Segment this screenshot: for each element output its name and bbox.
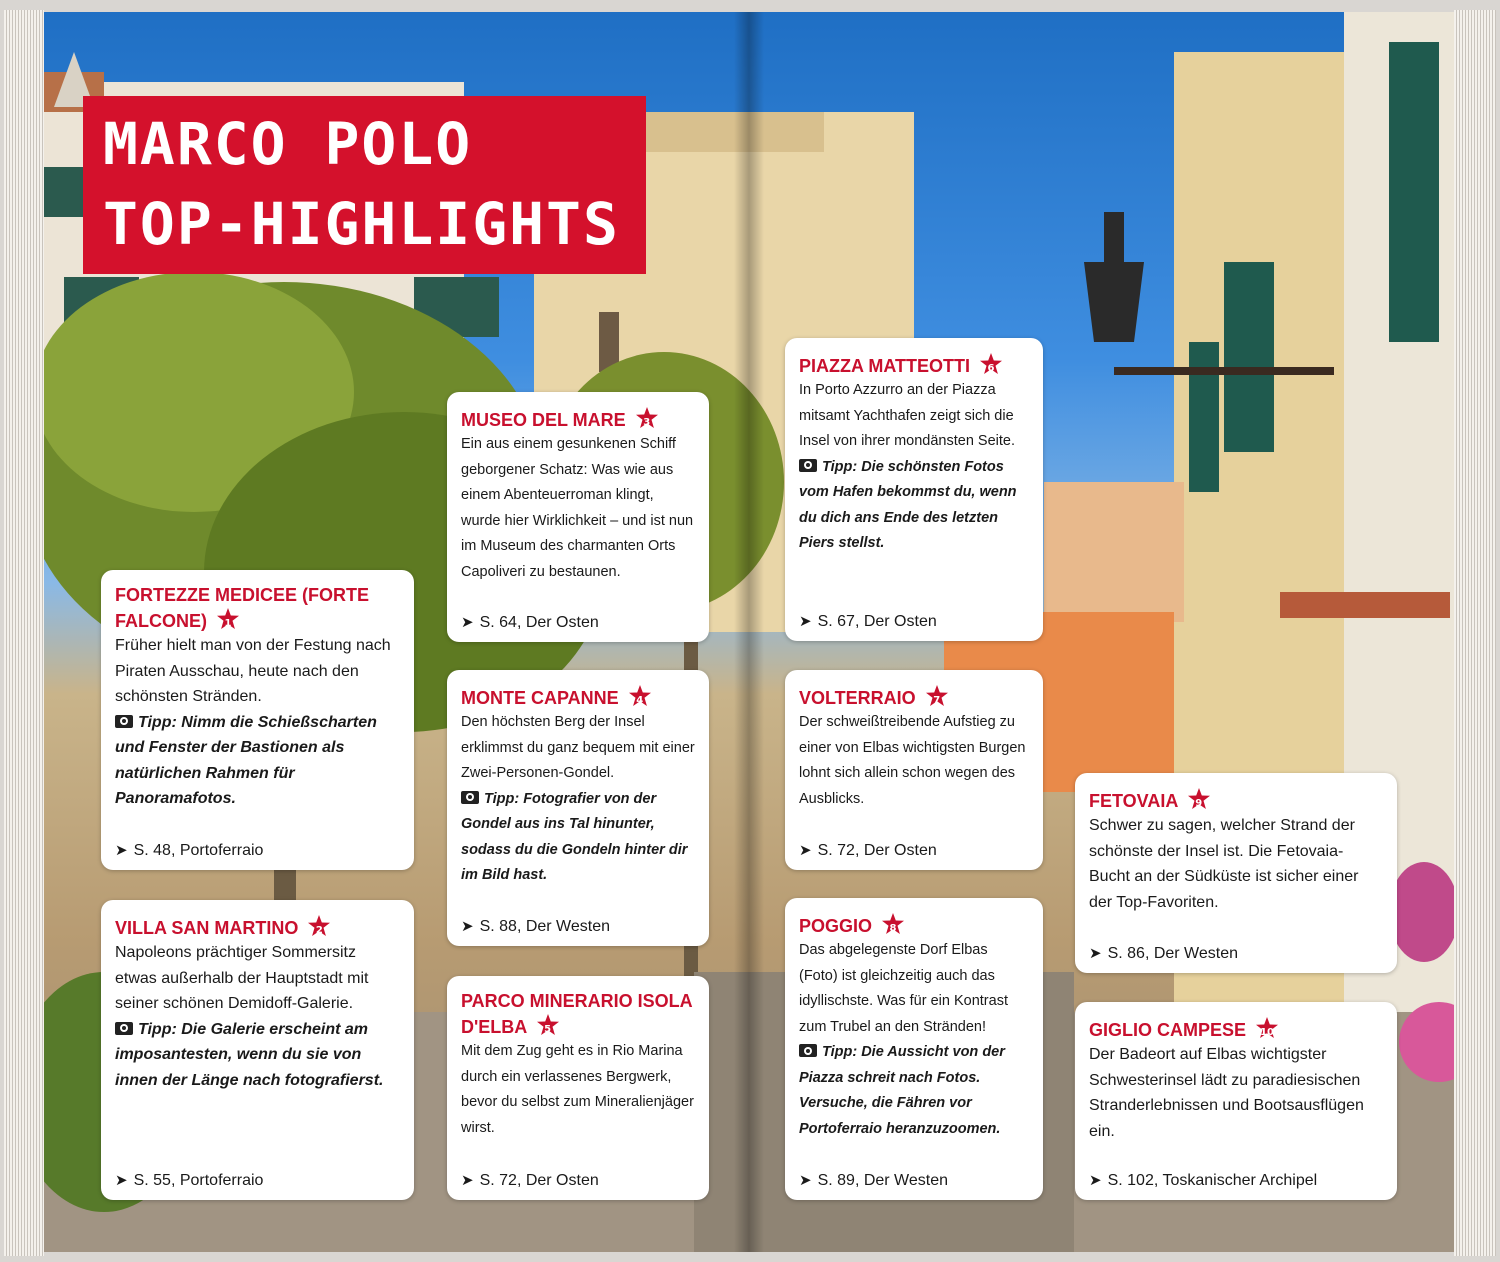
card-title: MUSEO DEL MARE bbox=[461, 410, 626, 430]
star-badge-icon: 10 bbox=[1255, 1016, 1279, 1040]
highlight-card-2 bbox=[101, 900, 414, 1200]
card-text: Ein aus einem gesunkenen Schiff geborgener Schatz: Was wie aus einem Abenteuerroman klingt, wurde hier Wirklichkeit – und ist nun im Museum des charmanten Orts Capoliveri zu bestaunen. bbox=[461, 436, 694, 580]
star-badge-icon: 3 bbox=[635, 406, 659, 430]
card-title: VOLTERRAIO bbox=[799, 688, 916, 708]
card-text: Napoleons prächtiger Sommersitz etwas außerhalb der Hauptstadt mit seiner schönen Demidoff-Galerie. bbox=[115, 944, 369, 1012]
page-ref[interactable]: ➤ S. 89, Der Westen bbox=[799, 1172, 949, 1189]
highlight-card-10 bbox=[1075, 1002, 1397, 1200]
card-title: FETOVAIA bbox=[1089, 791, 1178, 811]
card-title: PARCO MINERARIO ISOLA D'ELBA bbox=[461, 991, 693, 1037]
card-text: Den höchsten Berg der Insel erklimmst du ganz bequem mit einer Zwei-Personen-Gondel. bbox=[461, 714, 695, 781]
camera-icon bbox=[461, 791, 479, 804]
card-text: Früher hielt man von der Festung nach Piraten Ausschau, heute nach den schönsten Stränden. bbox=[115, 637, 391, 705]
highlight-card-7 bbox=[785, 670, 1043, 870]
card-tip: Tipp: Fotografier von der Gondel aus ins Tal hinunter, sodass du die Gondeln hinter dir im Bild hast. bbox=[461, 790, 688, 883]
arrow-right-icon: ➤ bbox=[115, 1172, 128, 1189]
card-title: GIGLIO CAMPESE bbox=[1089, 1020, 1247, 1040]
page-ref[interactable]: ➤ S. 72, Der Osten bbox=[799, 842, 937, 859]
card-text: Der schweißtreibende Aufstieg zu einer von Elbas wichtigsten Burgen lohnt sich allein schon wegen des Ausblicks. bbox=[799, 714, 1026, 807]
card-title: POGGIO bbox=[799, 916, 873, 936]
arrow-right-icon: ➤ bbox=[115, 842, 128, 859]
camera-icon bbox=[115, 1022, 133, 1035]
page-ref[interactable]: ➤ S. 64, Der Osten bbox=[461, 614, 599, 631]
camera-icon bbox=[799, 1044, 817, 1057]
arrow-right-icon: ➤ bbox=[1089, 1172, 1102, 1189]
highlight-card-5 bbox=[447, 976, 709, 1200]
page-ref[interactable]: ➤ S. 86, Der Westen bbox=[1089, 945, 1239, 962]
camera-icon bbox=[115, 715, 133, 728]
page-ref[interactable]: ➤ S. 55, Portoferraio bbox=[115, 1172, 264, 1189]
star-badge-icon: 2 bbox=[307, 914, 331, 938]
card-text: Mit dem Zug geht es in Rio Marina durch ein verlassenes Bergwerk, bevor du selbst zum Mineralienjäger wirst. bbox=[461, 1043, 694, 1136]
page-ref[interactable]: ➤ S. 102, Toskanischer Archipel bbox=[1089, 1172, 1318, 1189]
highlight-card-6 bbox=[785, 338, 1043, 641]
page-ref[interactable]: ➤ S. 48, Portoferraio bbox=[115, 842, 264, 859]
arrow-right-icon: ➤ bbox=[461, 1172, 474, 1189]
card-text: Das abgelegenste Dorf Elbas (Foto) ist gleichzeitig auch das idyllischste. Was für ein Kontrast zum Trubel an den Stränden! bbox=[799, 942, 1008, 1035]
page-ref[interactable]: ➤ S. 88, Der Westen bbox=[461, 918, 611, 935]
star-badge-icon: 4 bbox=[628, 684, 652, 708]
page-ref[interactable]: ➤ S. 72, Der Osten bbox=[461, 1172, 599, 1189]
left-page-edge bbox=[4, 10, 44, 1256]
arrow-right-icon: ➤ bbox=[1089, 945, 1102, 962]
title-line-2: TOP-HIGHLIGHTS bbox=[103, 190, 620, 258]
title-line-1: MARCO POLO bbox=[103, 110, 473, 178]
arrow-right-icon: ➤ bbox=[461, 614, 474, 631]
right-page-edge bbox=[1454, 10, 1496, 1256]
page-ref[interactable]: ➤ S. 67, Der Osten bbox=[799, 613, 937, 630]
card-text: Der Badeort auf Elbas wichtigster Schwesterinsel lädt zu paradiesischen Stranderlebnissen und Bootsausflügen ein. bbox=[1089, 1046, 1364, 1140]
camera-icon bbox=[799, 459, 817, 472]
star-badge-icon: 6 bbox=[979, 352, 1003, 376]
card-text: In Porto Azzurro an der Piazza mitsamt Yachthafen zeigt sich die Insel von ihrer mondänsten Seite. bbox=[799, 382, 1016, 449]
highlight-card-9 bbox=[1075, 773, 1397, 973]
star-badge-icon: 5 bbox=[536, 1013, 560, 1037]
card-title: PIAZZA MATTEOTTI bbox=[799, 356, 970, 376]
book-gutter bbox=[734, 12, 764, 1252]
card-tip: Tipp: Die Galerie erscheint am imposantesten, wenn du sie von innen der Länge nach fotografierst. bbox=[115, 1020, 384, 1089]
arrow-right-icon: ➤ bbox=[461, 918, 474, 935]
star-badge-icon: 9 bbox=[1187, 787, 1211, 811]
star-badge-icon: 8 bbox=[881, 912, 905, 936]
card-tip: Tipp: Die schönsten Fotos vom Hafen bekommst du, wenn du dich ans Ende des letzten Piers stellst. bbox=[799, 458, 1017, 551]
highlight-card-1 bbox=[101, 570, 414, 870]
star-badge-icon: 7 bbox=[925, 684, 949, 708]
card-title: FORTEZZE MEDICEE (FORTE FALCONE) bbox=[115, 585, 369, 631]
card-title: VILLA SAN MARTINO bbox=[115, 918, 299, 938]
highlight-card-4 bbox=[447, 670, 709, 946]
card-tip: Tipp: Die Aussicht von der Piazza schreit nach Fotos. Versuche, die Fähren vor Portoferraio heranzuzoomen. bbox=[799, 1044, 1005, 1137]
title-block bbox=[83, 96, 646, 274]
arrow-right-icon: ➤ bbox=[799, 613, 812, 630]
card-tip: Tipp: Nimm die Schießscharten und Fenster der Bastionen als natürlichen Rahmen für Panoramafotos. bbox=[115, 713, 377, 807]
arrow-right-icon: ➤ bbox=[799, 842, 812, 859]
card-text: Schwer zu sagen, welcher Strand der schönste der Insel ist. Die Fetovaia-Bucht an der Südküste ist sicher einer der Top-Favoriten. bbox=[1089, 817, 1359, 911]
highlight-card-8 bbox=[785, 898, 1043, 1200]
star-badge-icon: 1 bbox=[216, 607, 240, 631]
arrow-right-icon: ➤ bbox=[799, 1172, 812, 1189]
highlight-card-3 bbox=[447, 392, 709, 642]
card-title: MONTE CAPANNE bbox=[461, 688, 619, 708]
